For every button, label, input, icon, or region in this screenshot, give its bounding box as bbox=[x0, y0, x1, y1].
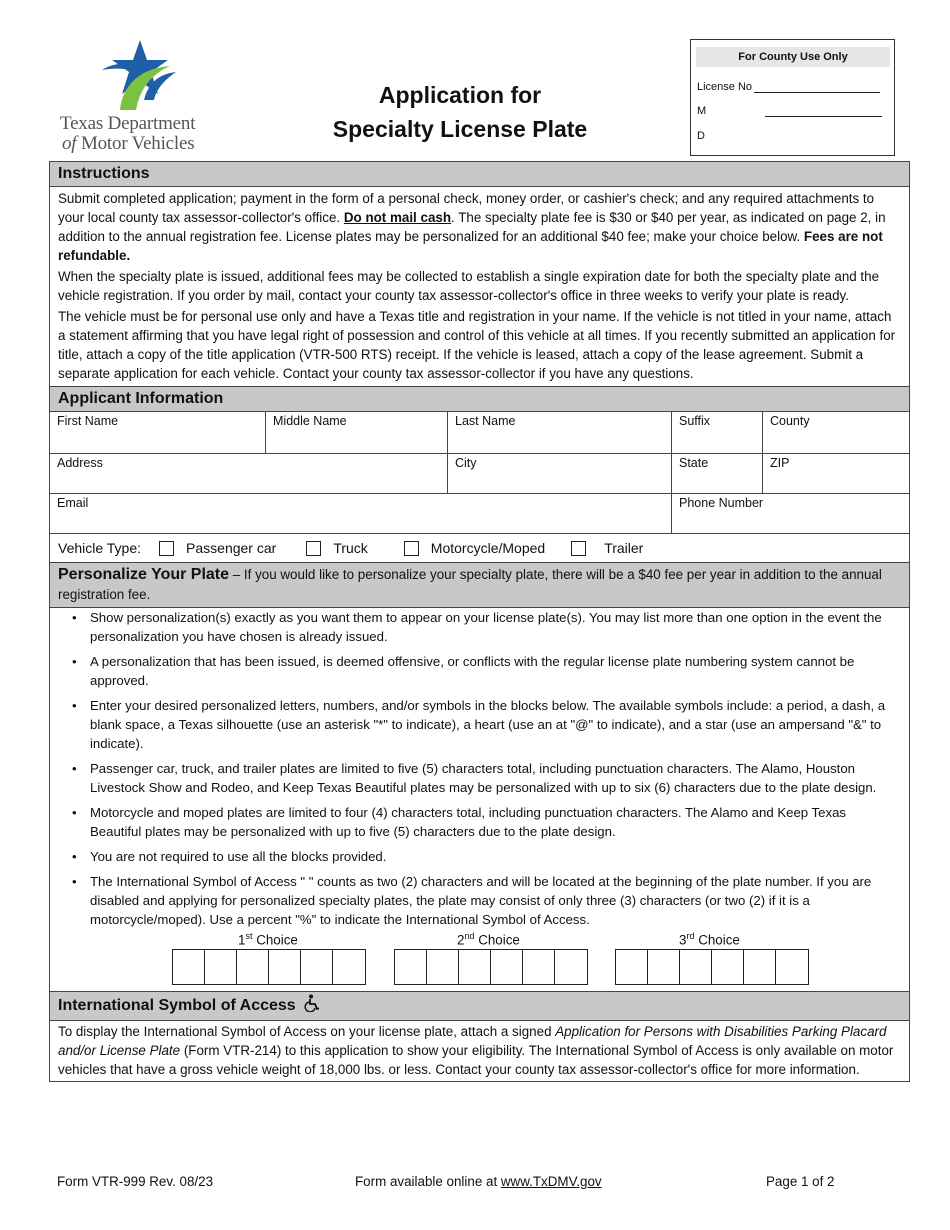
zip-field[interactable] bbox=[763, 454, 909, 493]
page-number: Page 1 of 2 bbox=[766, 1174, 835, 1189]
city-field[interactable] bbox=[448, 454, 672, 493]
application-form bbox=[49, 161, 910, 1082]
instructions-p2: When the specialty plate is issued, additional fees may be collected to establish a single expiration date for both the specialty plate and the vehicle registration. If you order by mail, contact your county tax assessor-collector's office in three weeks to verify your plate is ready. bbox=[58, 269, 880, 303]
title-line-1: Application for bbox=[378, 82, 542, 108]
suffix-field[interactable] bbox=[672, 412, 763, 453]
middle-name-label: Middle Name bbox=[273, 414, 347, 428]
list-item: • Enter your desired personalized letters, numbers, and/or symbols in the blocks below. The available symbols include: a period, a dash, a blank space, a Texas silhouette (use an asterisk "*" to indicate), a heart (use an at "@" to indicate), and a star (use an ampersand "&" to indicate). bbox=[90, 696, 897, 753]
trailer-checkbox[interactable] bbox=[571, 541, 586, 556]
vehicle-type-label: Vehicle Type: bbox=[58, 540, 142, 556]
d-label: D bbox=[697, 130, 705, 142]
last-name-field[interactable] bbox=[448, 412, 672, 453]
plate-choices bbox=[50, 929, 909, 991]
license-no-label: License No bbox=[697, 81, 753, 93]
instructions-body bbox=[50, 187, 909, 386]
instructions-header: Instructions bbox=[50, 162, 909, 187]
middle-name-field[interactable] bbox=[266, 412, 448, 453]
phone-label: Phone Number bbox=[679, 496, 764, 510]
county-label: County bbox=[770, 414, 810, 428]
logo-line-1: Texas Department bbox=[60, 113, 196, 134]
form-number: Form VTR-999 Rev. 08/23 bbox=[57, 1174, 214, 1189]
personalize-header: Personalize Your Plate – If you would like to personalize your specialty plate, there will be a $40 fee per year in addition to the annual registration fee. bbox=[50, 562, 909, 608]
txdmv-star-icon bbox=[100, 40, 180, 112]
title-line-2: Specialty License Plate bbox=[332, 116, 588, 142]
truck-checkbox[interactable] bbox=[306, 541, 321, 556]
trailer-label: Trailer bbox=[604, 540, 644, 556]
passenger-car-checkbox[interactable] bbox=[159, 541, 174, 556]
isa-title: International Symbol of Access bbox=[58, 997, 296, 1014]
choice-2-boxes[interactable] bbox=[394, 949, 588, 985]
choice-3-label: 3rd Choice bbox=[679, 931, 740, 948]
txdmv-logo bbox=[58, 40, 238, 155]
wheelchair-icon bbox=[304, 994, 322, 1018]
truck-label: Truck bbox=[333, 540, 368, 556]
choice-2-label: 2nd Choice bbox=[457, 931, 520, 948]
list-item: • You are not required to use all the blocks provided. bbox=[90, 847, 897, 866]
list-item: • The International Symbol of Access " " counts as two (2) characters and will be located at the beginning of the plate number. If you are disabled and applying for personalized specialty plates, the plate may consist of only three (3) characters (or two (2) if it is a motorcycle/moped). Use a percent "%" to indicate the International Symbol of Access. bbox=[90, 872, 897, 929]
applicant-header: Applicant Information bbox=[50, 386, 909, 412]
address-field[interactable] bbox=[50, 454, 448, 493]
license-no-field[interactable] bbox=[754, 92, 880, 93]
isa-header bbox=[50, 991, 909, 1021]
choice-1-label: 1st Choice bbox=[238, 931, 298, 948]
email-label: Email bbox=[57, 496, 89, 510]
last-name-label: Last Name bbox=[455, 414, 516, 428]
phone-field[interactable] bbox=[672, 494, 909, 533]
list-item: • A personalization that has been issued, is deemed offensive, or conflicts with the regular license plate numbering system cannot be approved. bbox=[90, 652, 897, 690]
instructions-p1: Submit completed application; payment in the form of a personal check, money order, or cashier's check; and any required attachments to your local county tax assessor-collector's office. Do not mail cash. The specialty plate fee is $30 or $40 per year, as indicated on page 2, in addition to the annual registration fee. License plates may be personalized for an additional $40 fee; make your choice below. Fees are not refundable. bbox=[58, 191, 886, 263]
m-field[interactable] bbox=[765, 116, 882, 117]
county-box-header: For County Use Only bbox=[696, 47, 890, 67]
first-name-label: First Name bbox=[57, 414, 119, 428]
county-field[interactable] bbox=[763, 412, 909, 453]
logo-line-2: of Motor Vehicles bbox=[62, 133, 195, 154]
list-item: • Passenger car, truck, and trailer plates are limited to five (5) characters total, including punctuation characters. The Alamo, Houston Livestock Show and Rodeo, and Keep Texas Beautiful plates may be personalized with up to six (6) characters due to the plate design. bbox=[90, 759, 897, 797]
state-field[interactable] bbox=[672, 454, 763, 493]
address-row bbox=[50, 454, 909, 494]
contact-row bbox=[50, 494, 909, 534]
choice-1-boxes[interactable] bbox=[172, 949, 366, 985]
isa-body: To display the International Symbol of Access on your license plate, attach a signed Application for Persons with Disabilities Parking Placard and/or License Plate (Form VTR-214) to this application to show your eligibility. The International Symbol of Access is only available on motor vehicles that have a gross vehicle weight of 18,000 lbs. or less. Contact your county tax assessor-collector's office for more information. bbox=[58, 1024, 894, 1077]
txdmv-link[interactable]: www.TxDMV.gov bbox=[500, 1174, 602, 1189]
email-field[interactable] bbox=[50, 494, 672, 533]
county-use-box bbox=[690, 39, 895, 156]
list-item: • Show personalization(s) exactly as you want them to appear on your license plate(s). You may list more than one option in the event the personalization you have chosen is already issued. bbox=[90, 608, 897, 646]
motorcycle-checkbox[interactable] bbox=[404, 541, 419, 556]
city-label: City bbox=[455, 456, 477, 470]
motorcycle-label: Motorcycle/Moped bbox=[430, 540, 546, 556]
m-label: M bbox=[697, 105, 707, 117]
personalize-list bbox=[50, 608, 909, 929]
first-name-field[interactable] bbox=[50, 412, 266, 453]
state-label: State bbox=[679, 456, 709, 470]
online-note: Form available online at www.TxDMV.gov bbox=[355, 1174, 602, 1189]
address-label: Address bbox=[57, 456, 103, 470]
name-row bbox=[50, 412, 909, 454]
zip-label: ZIP bbox=[770, 456, 790, 470]
passenger-car-label: Passenger car bbox=[186, 540, 277, 556]
instructions-p3: The vehicle must be for personal use only and have a Texas title and registration in your name. If the vehicle is not titled in your name, attach a statement affirming that you have legal right of possession and control of this vehicle at all times. If you recently submitted an application for title, attach a copy of the title application (VTR-500 RTS) receipt. If the vehicle is leased, attach a copy of the lease agreement. Submit a separate application for each vehicle. Contact your county tax assessor-collector if you have any questions. bbox=[58, 309, 896, 381]
form-title bbox=[300, 78, 620, 146]
choice-3-boxes[interactable] bbox=[615, 949, 809, 985]
vehicle-type-row bbox=[50, 534, 909, 562]
suffix-label: Suffix bbox=[679, 414, 711, 428]
list-item: • Motorcycle and moped plates are limited to four (4) characters total, including punctuation characters. The Alamo and Keep Texas Beautiful plates may be personalized with up to five (5) characters due to the plate design. bbox=[90, 803, 897, 841]
